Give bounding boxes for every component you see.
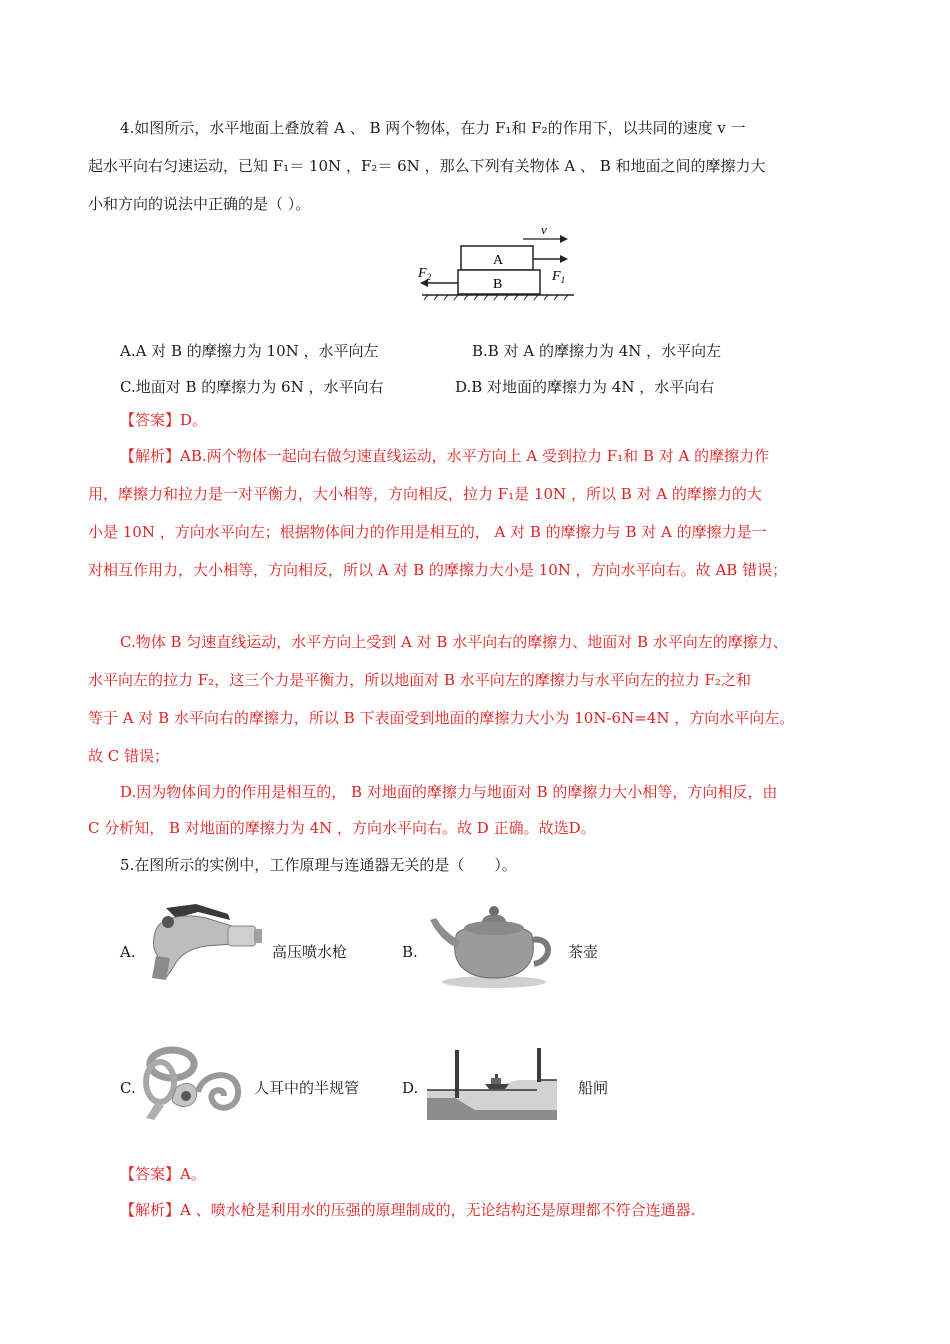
- label-f1: $F_1$: [552, 269, 566, 285]
- teapot-image: [428, 892, 558, 992]
- q4-analysis-line-3: 小是 10N ，方向水平向左；根据物体间力的作用是相互的， A 对 B 的摩擦力与 B 对 A 的摩擦力是一: [88, 523, 767, 541]
- water-gun-image: [136, 896, 266, 988]
- label-f2: $F_2$: [418, 266, 432, 282]
- q4-analysis-line-1: 【解析】AB.两个物体一起向右做匀速直线运动，水平方向上 A 受到拉力 F₁和 B 对 A 的摩擦力作: [120, 447, 770, 465]
- q4-analysis-line-2: 用，摩擦力和拉力是一对平衡力，大小相等，方向相反，拉力 F₁是 10N ，所以 B 对 A 的摩擦力的大: [88, 485, 762, 503]
- q4-force-diagram: [410, 222, 580, 302]
- q4-stem-line-2: 起水平向右匀速运动，已知 F₁＝ 10N ，F₂＝ 6N ，那么下列有关物体 A 、 B 和地面之间的摩擦力大: [88, 157, 766, 175]
- q5-option-d-letter: D.: [402, 1079, 419, 1097]
- q4-analysis-line-10: C 分析知， B 对地面的摩擦力为 4N ，方向水平向右。故 D 正确。故选D。: [88, 819, 596, 837]
- q5-answer: 【答案】A。: [120, 1165, 206, 1183]
- label-b: B: [493, 277, 503, 292]
- q4-option-b: B.B 对 A 的摩擦力为 4N ，水平向左: [472, 342, 722, 360]
- q5-stem: 5.在图所示的实例中，工作原理与连通器无关的是（ ）。: [120, 856, 517, 874]
- q4-analysis-line-4: 对相互作用力，大小相等，方向相反，所以 A 对 B 的摩擦力大小是 10N ，方向水平向右。故 AB 错误；: [88, 561, 788, 579]
- q4-answer: 【答案】D。: [120, 411, 208, 429]
- q5-option-a-letter: A.: [120, 943, 136, 961]
- q4-analysis-line-9: D.因为物体间力的作用是相互的， B 对地面的摩擦力与地面对 B 的摩擦力大小相等，方向相反，由: [120, 783, 778, 801]
- q4-stem-line-1: 4.如图所示，水平地面上叠放着 A 、 B 两个物体，在力 F₁和 F₂的作用下，以共同的速度 v 一: [120, 119, 746, 137]
- q4-stem-line-3: 小和方向的说法中正确的是（ ）。: [88, 195, 311, 213]
- inner-ear-image: [136, 1042, 252, 1126]
- q5-analysis: 【解析】A 、喷水枪是利用水的压强的原理制成的，无论结构还是原理都不符合连通器.: [120, 1201, 696, 1219]
- q4-analysis-line-7: 等于 A 对 B 水平向右的摩擦力，所以 B 下表面受到地面的摩擦力大小为 10N-6N=4N ，方向水平向左。: [88, 709, 795, 727]
- q5-option-b-letter: B.: [402, 943, 418, 961]
- q4-analysis-line-6: 水平向左的拉力 F₂，这三个力是平衡力，所以地面对 B 水平向左的摩擦力与水平向左的拉力 F₂之和: [88, 671, 751, 689]
- q5-option-c-caption: 人耳中的半规管: [254, 1079, 360, 1097]
- q5-option-c-letter: C.: [120, 1079, 136, 1097]
- q4-option-c: C.地面对 B 的摩擦力为 6N ，水平向右: [120, 378, 384, 396]
- q4-option-a: A.A 对 B 的摩擦力为 10N ，水平向左: [120, 342, 379, 360]
- label-a: A: [493, 253, 504, 268]
- q5-option-a-caption: 高压喷水枪: [272, 943, 348, 961]
- q5-option-b-caption: 茶壶: [568, 943, 599, 961]
- ship-lock-image: [425, 1046, 557, 1120]
- q4-analysis-line-8: 故 C 错误；: [88, 747, 170, 765]
- label-v: v: [541, 222, 547, 237]
- q4-option-d: D.B 对地面的摩擦力为 4N ，水平向右: [455, 378, 715, 396]
- q5-option-d-caption: 船闸: [578, 1079, 609, 1097]
- q4-analysis-line-5: C.物体 B 匀速直线运动，水平方向上受到 A 对 B 水平向右的摩擦力、地面对 B 水平向左的摩擦力、: [120, 633, 788, 651]
